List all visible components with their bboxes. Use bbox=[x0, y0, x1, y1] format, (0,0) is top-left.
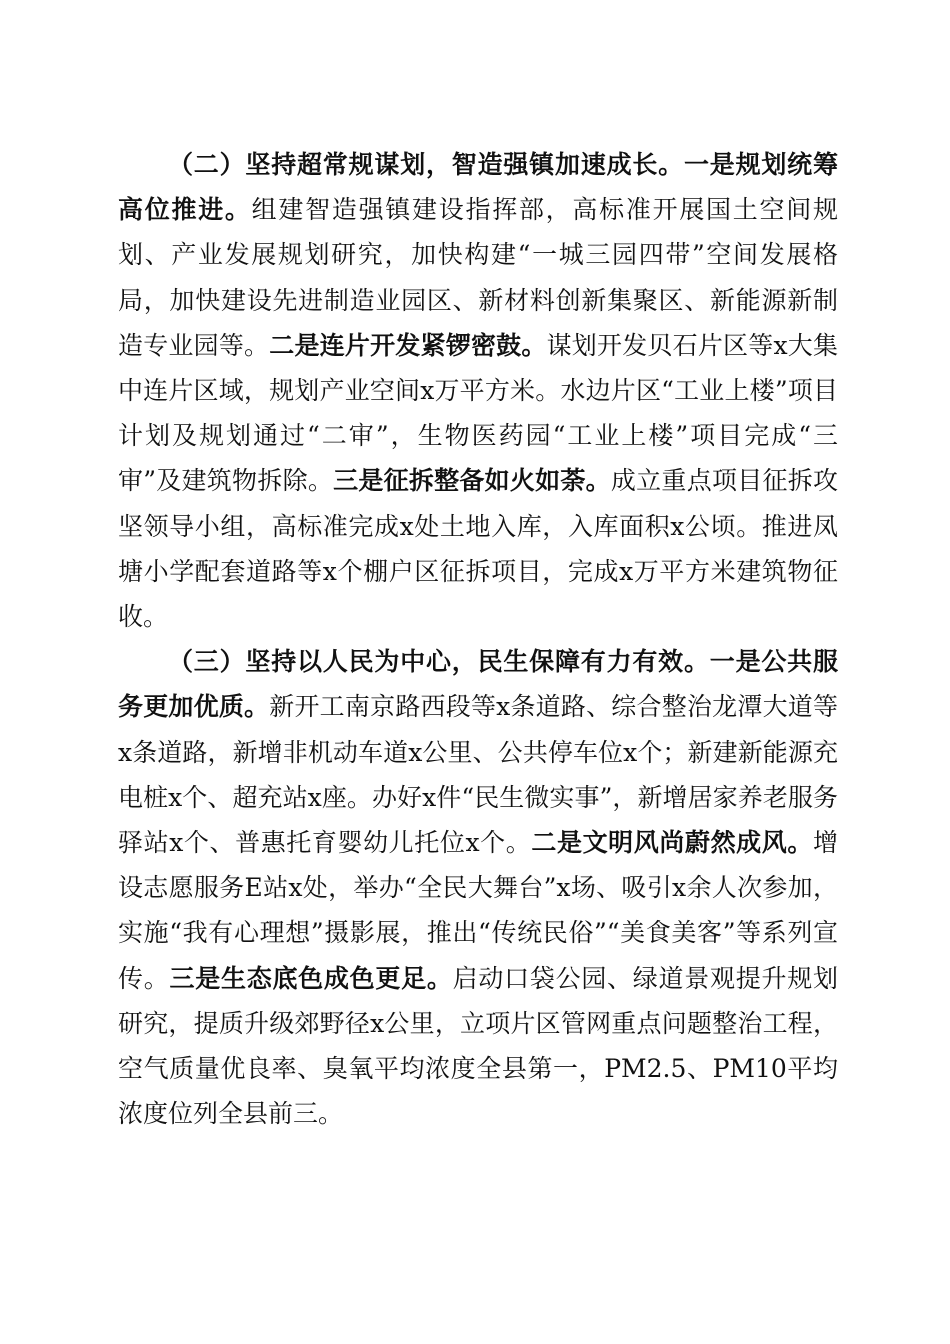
point-3-text: 成立重点项目征拆攻坚领导小组，高标准完成x处土地入库，入库面积x公顷。推进凤塘小学配套道路等x个棚户区征拆项目，完成x万平方米建筑物征收。 bbox=[118, 466, 838, 632]
point-3-heading: 三是征拆整备如火如荼。 bbox=[333, 466, 611, 496]
point-2-heading: 二是连片开发紧锣密鼓。 bbox=[269, 330, 547, 360]
point-1-text: 组建智造强镇建设指挥部，高标准开展国土空间规划、产业发展规划研究，加快构建“一城三园四带”空间发展格局，加快建设先进制造业园区、新材料创新集聚区、新能源新制造专业园等。 bbox=[118, 195, 838, 360]
point-3-heading: 三是生态底色成色更足。 bbox=[169, 963, 453, 993]
point-1-heading: 一是公共服务更加优质。 bbox=[118, 647, 838, 722]
section-2-heading: （二）坚持超常规谋划，智造强镇加速成长。 bbox=[168, 150, 684, 179]
point-1-text: 新开工南京路西段等x条道路、综合整治龙潭大道等x条道路，新增非机动车道x公里、公共停车位x个；新建新能源充电桩x个、超充站x座。办好x件“民生微实事”，新增居家养老服务驿站x个、普惠托育婴幼儿托位x个。 bbox=[118, 692, 838, 858]
section-3-heading: （三）坚持以人民为中心，民生保障有力有效。 bbox=[168, 647, 710, 677]
document-body bbox=[118, 142, 838, 1136]
point-2-text: 谋划开发贝石片区等x大集中连片区域，规划产业空间x万平方米。水边片区“工业上楼”项目计划及规划通过“二审”，生物医药园“工业上楼”项目完成“三审”及建筑物拆除。 bbox=[118, 330, 838, 496]
point-2-heading: 二是文明风尚蔚然成风。 bbox=[531, 828, 813, 858]
point-1-heading: 一是规划统筹高位推进。 bbox=[118, 150, 838, 225]
paragraph-section-3 bbox=[118, 639, 838, 1136]
point-3-text: 启动口袋公园、绿道景观提升规划研究，提质升级郊野径x公里，立项片区管网重点问题整治工程，空气质量优良率、臭氧平均浓度全县第一，PM2.5、PM10平均浓度位列全县前三。 bbox=[118, 963, 838, 1129]
point-2-text: 增设志愿服务E站x处，举办“全民大舞台”x场、吸引x余人次参加，实施“我有心理想”摄影展，推出“传统民俗”“美食美客”等系列宣传。 bbox=[118, 828, 838, 993]
paragraph-section-2 bbox=[118, 142, 838, 639]
